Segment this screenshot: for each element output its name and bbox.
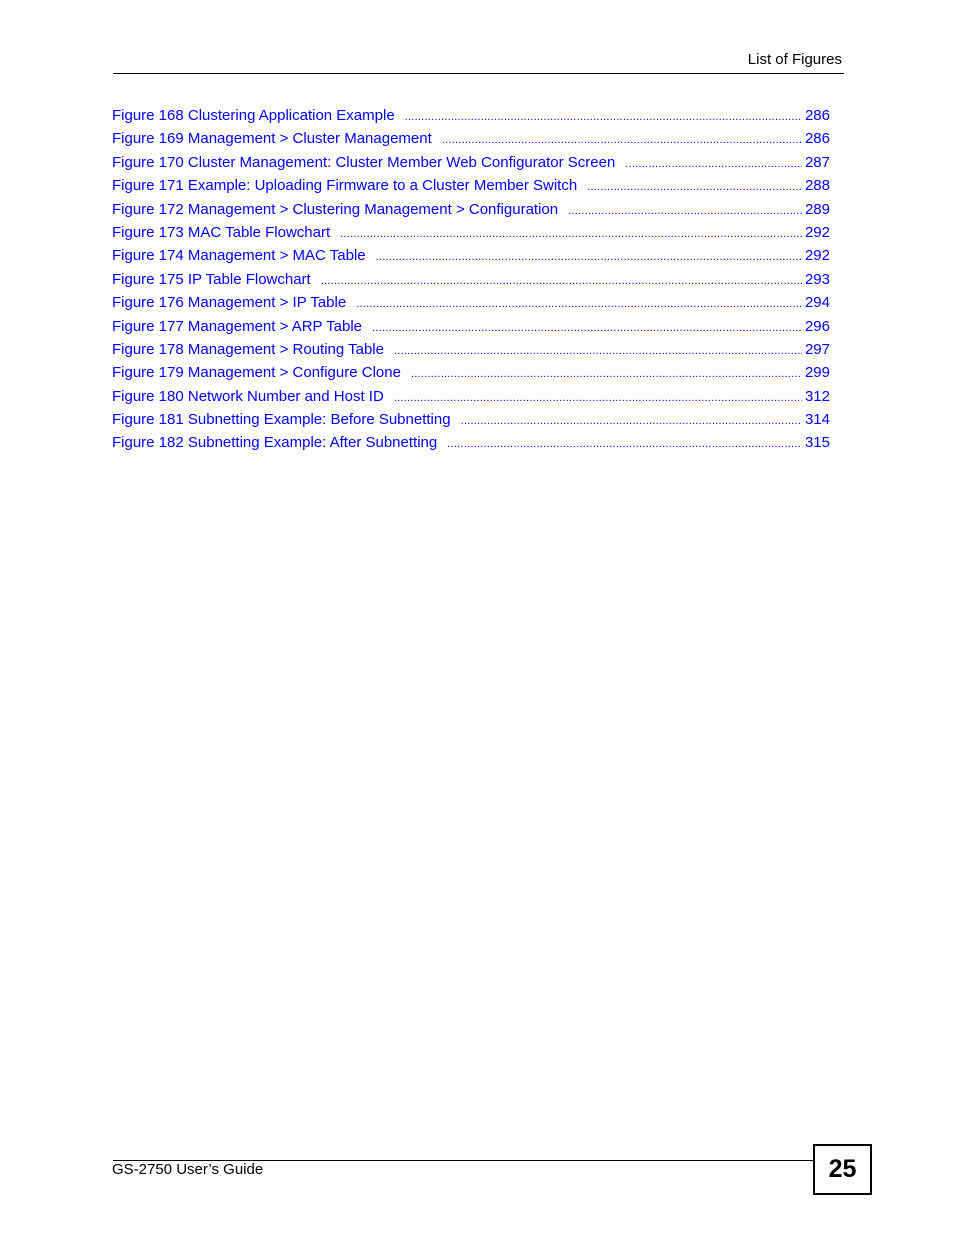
toc-entry[interactable] — [112, 410, 830, 433]
toc-entry-title[interactable]: Figure 169 Management > Cluster Management — [112, 130, 432, 148]
toc-entry-page[interactable]: 296 — [804, 317, 830, 335]
toc-entry[interactable] — [112, 387, 830, 410]
toc-entry-page[interactable]: 292 — [804, 223, 830, 241]
dot-leader — [321, 271, 802, 291]
dot-leader — [447, 434, 802, 454]
dot-leader — [411, 364, 802, 384]
toc-entry[interactable] — [112, 433, 830, 456]
toc-entry-page[interactable]: 297 — [804, 340, 830, 358]
running-header-title: List of Figures — [747, 51, 842, 68]
dot-leader — [405, 107, 802, 127]
dot-leader — [461, 411, 802, 431]
footer-guide-title: GS-2750 User’s Guide — [112, 1161, 264, 1178]
toc-entry-page[interactable]: 286 — [804, 107, 830, 124]
toc-entry-page[interactable]: 299 — [804, 364, 830, 382]
toc-entry-title[interactable]: Figure 179 Management > Configure Clone — [112, 364, 401, 382]
toc-entry-page[interactable]: 294 — [804, 294, 830, 312]
toc-entry[interactable] — [112, 223, 830, 246]
toc-entry-title[interactable]: Figure 178 Management > Routing Table — [112, 340, 384, 358]
toc-entry[interactable] — [112, 246, 830, 269]
toc-entry-page[interactable]: 287 — [804, 153, 830, 171]
dot-leader — [372, 318, 802, 338]
toc-entry[interactable] — [112, 270, 830, 293]
dot-leader — [394, 341, 802, 361]
toc-entry-page[interactable]: 315 — [804, 434, 830, 452]
page-number-box — [813, 1144, 872, 1195]
header-divider — [113, 73, 844, 74]
toc-entry[interactable] — [112, 293, 830, 316]
toc-entry-page[interactable]: 286 — [804, 130, 830, 148]
dot-leader — [587, 177, 802, 197]
toc-entry-page[interactable]: 288 — [804, 177, 830, 195]
toc-entry-title[interactable]: Figure 168 Clustering Application Example — [112, 107, 395, 124]
toc-entry-title[interactable]: Figure 172 Management > Clustering Management > Configuration — [112, 200, 559, 218]
dot-leader — [442, 130, 802, 150]
dot-leader — [376, 247, 802, 267]
toc-entry-page[interactable]: 293 — [804, 270, 830, 288]
toc-entry-page[interactable]: 312 — [804, 387, 830, 405]
dot-leader — [394, 388, 802, 408]
toc-entry[interactable] — [112, 317, 830, 340]
toc-entry[interactable] — [112, 129, 830, 152]
toc-entry[interactable] — [112, 363, 830, 386]
dot-leader — [356, 294, 802, 314]
dot-leader — [340, 224, 802, 244]
toc-entry-title[interactable]: Figure 175 IP Table Flowchart — [112, 270, 311, 288]
toc-entry-title[interactable]: Figure 182 Subnetting Example: After Subnetting — [112, 434, 438, 452]
figure-list — [112, 106, 830, 457]
toc-entry[interactable] — [112, 106, 830, 129]
toc-entry[interactable] — [112, 340, 830, 363]
toc-entry-page[interactable]: 314 — [804, 411, 830, 429]
page-number: 25 — [828, 1155, 857, 1183]
toc-entry-title[interactable]: Figure 174 Management > MAC Table — [112, 247, 366, 265]
toc-entry-page[interactable]: 289 — [804, 200, 830, 218]
toc-entry[interactable] — [112, 200, 830, 223]
toc-entry-title[interactable]: Figure 173 MAC Table Flowchart — [112, 223, 331, 241]
toc-entry-page[interactable]: 292 — [804, 247, 830, 265]
dot-leader — [568, 201, 802, 221]
toc-entry-title[interactable]: Figure 180 Network Number and Host ID — [112, 387, 384, 405]
dot-leader — [625, 154, 802, 174]
toc-entry-title[interactable]: Figure 171 Example: Uploading Firmware to a Cluster Member Switch — [112, 177, 578, 195]
toc-entry[interactable] — [112, 176, 830, 199]
toc-entry-title[interactable]: Figure 181 Subnetting Example: Before Subnetting — [112, 411, 451, 429]
toc-entry-title[interactable]: Figure 176 Management > IP Table — [112, 294, 347, 312]
toc-entry[interactable] — [112, 153, 830, 176]
toc-entry-title[interactable]: Figure 177 Management > ARP Table — [112, 317, 363, 335]
toc-entry-title[interactable]: Figure 170 Cluster Management: Cluster Member Web Configurator Screen — [112, 153, 616, 171]
